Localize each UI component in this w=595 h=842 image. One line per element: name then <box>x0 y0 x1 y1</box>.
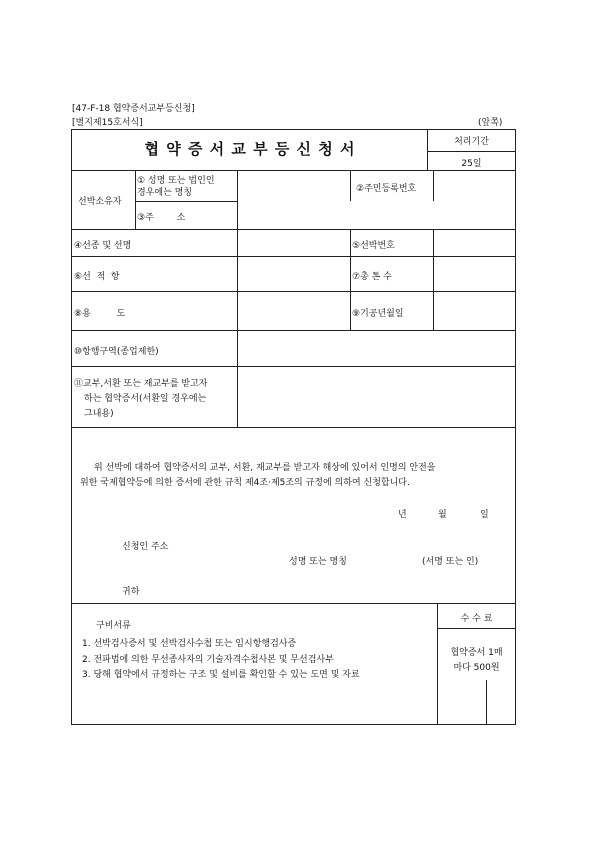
fee-line-1: 협약증서 1매 <box>450 648 503 658</box>
owner-name-label-line1: ① 성명 또는 법인인 <box>137 176 215 186</box>
required-document-item: 3. 당해 협약에서 규정하는 구조 및 설비를 확인할 수 있는 도면 및 자료 <box>82 670 360 680</box>
owner-name-label-line2: 경우에는 명칭 <box>137 188 193 198</box>
form-number: [별지제15호서식] <box>72 118 143 128</box>
required-document-item: 2. 전파법에 의한 무선종사자의 기술자격수첩사본 및 무선검사부 <box>82 655 334 665</box>
resident-number-label: ②주민등록번호 <box>356 184 417 194</box>
form-title: 협 약 증 서 교 부 등 신 청 서 <box>144 140 356 158</box>
keel-laying-date-label: ⑨기공년월일 <box>352 309 404 319</box>
page-side-label: (앞쪽) <box>478 118 503 128</box>
applicant-address-label: 신청인 주소 <box>122 542 169 552</box>
addressee-label: 귀하 <box>122 587 140 597</box>
ship-type-name-label: ④선종 및 선명 <box>74 241 132 251</box>
applicant-name-label: 성명 또는 명칭 <box>289 557 347 567</box>
certificate-request-label-line1: ⑪교부,서환 또는 재교부를 받고자 <box>74 379 208 389</box>
ship-number-label: ⑤선박번호 <box>352 241 395 251</box>
fee-title: 수 수 료 <box>460 614 493 624</box>
date-month-label: 월 <box>438 510 447 520</box>
required-document-item: 1. 선박검사증서 및 선박검사수첩 또는 임시항행검사증 <box>82 639 297 649</box>
ship-use-label: ⑧용 도 <box>74 309 126 319</box>
navigation-area-label: ⑩항행구역(종업제한) <box>74 347 159 357</box>
ship-owner-label: 선박소유자 <box>78 197 122 207</box>
certificate-request-label-line3: 그내용) <box>84 409 114 419</box>
statement-line-2: 위한 국제협약등에 의한 증서에 관한 규칙 제4조·제5조의 규정에 의하여 신청합니다. <box>80 478 410 488</box>
address-label: ③주 소 <box>137 213 186 223</box>
gross-tonnage-label: ⑦총 톤 수 <box>352 272 392 282</box>
statement-line-1: 위 선박에 대하여 협약증서의 교부, 서환, 재교부를 받고자 해상에 있어서 인명의 안전을 <box>94 463 436 473</box>
required-documents-title: 구비서류 <box>96 621 131 631</box>
form-reference: [47-F-18 협약증서교부등신청] <box>72 104 195 114</box>
fee-line-2: 마다 500원 <box>453 663 500 673</box>
date-day-label: 일 <box>480 510 489 520</box>
processing-period-value: 25일 <box>461 159 482 169</box>
port-of-registry-label: ⑥선 적 항 <box>74 272 120 282</box>
processing-period-label: 처리기간 <box>454 137 489 147</box>
certificate-request-label-line2: 하는 협약증서(서환일 경우에는 <box>84 394 207 404</box>
date-year-label: 년 <box>398 510 407 520</box>
signature-label: (서명 또는 인) <box>422 557 479 567</box>
